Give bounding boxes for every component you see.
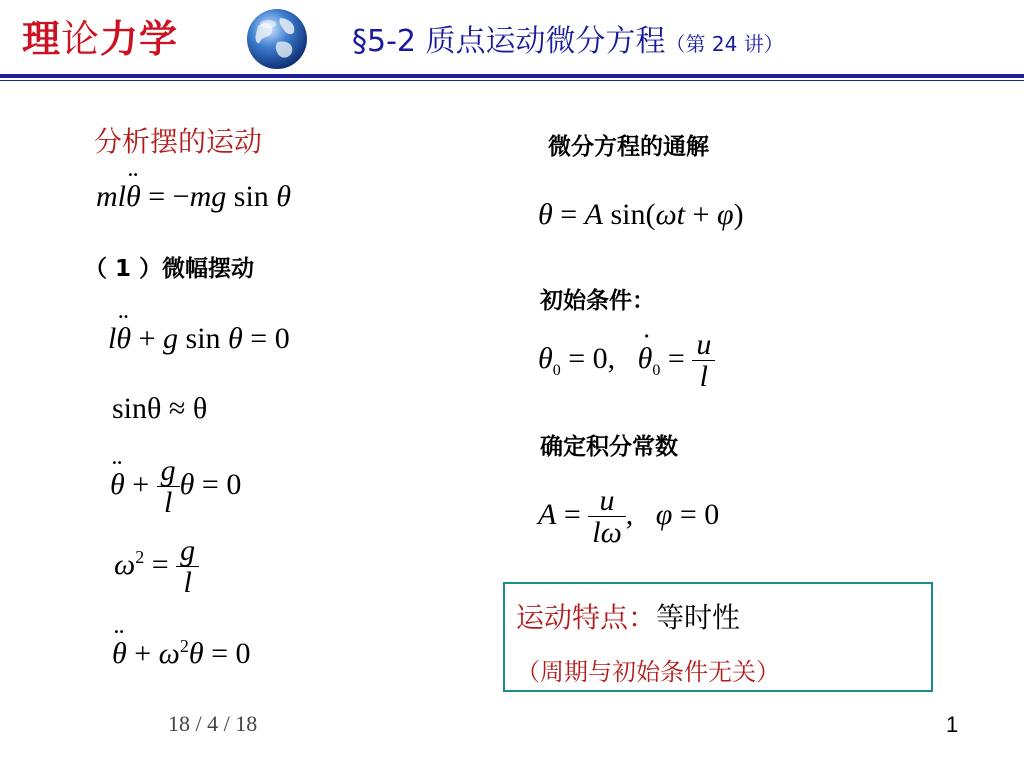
equation-initial-conditions: $\theta_0 = 0$, ˙ $\theta_0$ = $\frac{u}{l}$ xyxy=(538,330,715,393)
case1-label: （ 1 ）微幅摆动 xyxy=(84,256,255,282)
page-number: 1 xyxy=(946,712,959,737)
feature-note: （周期与初始条件无关） xyxy=(516,658,780,686)
feature-label: 运动特点： xyxy=(516,601,657,634)
equation-constants: A = $\frac{u}{l\omega}$ , φ = 0 xyxy=(538,484,720,549)
equation-pendulum: ml¨ θ = −mg sin θ xyxy=(96,180,291,214)
feature-line xyxy=(516,596,740,636)
equation-general-solution: θ = A sin(ωt + φ) xyxy=(538,198,744,231)
section-title xyxy=(352,16,784,60)
globe-icon xyxy=(244,6,310,72)
header-divider-thin xyxy=(0,80,1024,81)
header-divider xyxy=(0,74,1024,78)
section-title-text: §5-2 质点运动微分方程 xyxy=(352,24,666,59)
equation-approx: sinθ ≈ θ xyxy=(112,392,208,425)
slide-date: 18 / 4 / 18 xyxy=(168,711,258,736)
course-title-part-3: 力学 xyxy=(100,17,179,61)
equation-omega: $\omega^2$ = $\frac{g}{l}$ xyxy=(114,536,199,599)
lecture-label: （第 24 讲） xyxy=(665,32,784,56)
constants-label: 确定积分常数 xyxy=(540,434,678,460)
general-solution-label: 微分方程的通解 xyxy=(548,134,709,160)
equation-small-swing: l¨ θ + g sin θ = 0 xyxy=(108,322,290,356)
course-title-part-1: 理 xyxy=(22,17,62,61)
initial-conditions-label: 初始条件： xyxy=(540,288,655,314)
course-title xyxy=(22,8,178,63)
equation-harmonic: ¨ $\theta + \omega^2\theta = 0$ xyxy=(112,636,251,671)
left-heading: 分析摆的运动 xyxy=(94,125,263,158)
feature-value: 等时性 xyxy=(656,601,741,634)
course-title-part-2: 论 xyxy=(61,17,101,61)
equation-linear: ¨ θ + $\frac{g}{l}$ θ = 0 xyxy=(110,456,241,519)
